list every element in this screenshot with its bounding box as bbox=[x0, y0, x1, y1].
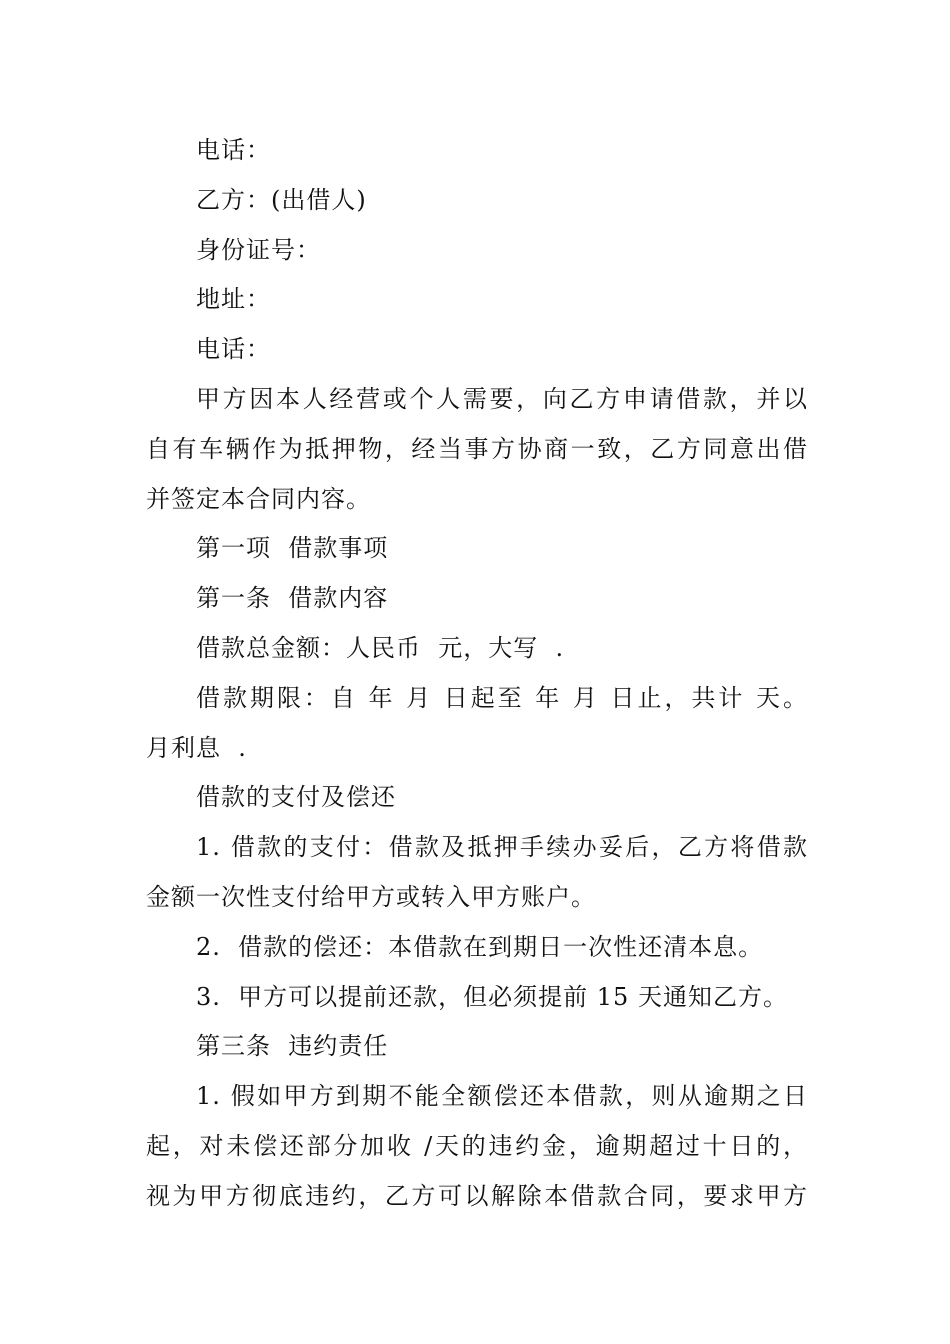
text-line: 借款总金额：人民币 元，大写 . bbox=[196, 633, 565, 662]
text-line: 金额一次性支付给甲方或转入甲方账户。 bbox=[146, 882, 596, 911]
article-heading: 第一条 借款内容 bbox=[196, 584, 389, 613]
section-heading: 第一项 借款事项 bbox=[196, 534, 389, 563]
text-line: 视为甲方彻底违约，乙方可以解除本借款合同，要求甲方 bbox=[146, 1181, 808, 1210]
document-page bbox=[146, 126, 808, 1222]
text-line: 地址： bbox=[196, 285, 271, 314]
text-line: 甲方因本人经营或个人需要，向乙方申请借款，并以 bbox=[196, 384, 808, 413]
text-line: 并签定本合同内容。 bbox=[146, 484, 371, 513]
text-line: 3. 甲方可以提前还款，但必须提前 15 天通知乙方。 bbox=[196, 982, 788, 1011]
article-heading: 第三条 违约责任 bbox=[196, 1032, 389, 1061]
text-line: 起，对未偿还部分加收 /天的违约金，逾期超过十日的， bbox=[146, 1131, 808, 1160]
text-line: 自有车辆作为抵押物，经当事方协商一致，乙方同意出借 bbox=[146, 434, 808, 463]
text-line: 乙方：(出借人) bbox=[196, 185, 367, 214]
text-line: 借款期限：自 年 月 日起至 年 月 日止，共计 天。 bbox=[196, 683, 808, 712]
text-line: 电话： bbox=[196, 335, 271, 364]
text-line: 月利息 . bbox=[146, 733, 247, 762]
subsection-heading: 借款的支付及偿还 bbox=[196, 783, 396, 812]
text-line: 2. 借款的偿还：本借款在到期日一次性还清本息。 bbox=[196, 932, 764, 961]
text-line: 身份证号： bbox=[196, 235, 321, 264]
text-line: 1. 借款的支付：借款及抵押手续办妥后，乙方将借款 bbox=[196, 833, 808, 862]
text-line: 电话： bbox=[196, 136, 271, 164]
text-line: 1. 假如甲方到期不能全额偿还本借款，则从逾期之日 bbox=[196, 1082, 808, 1111]
